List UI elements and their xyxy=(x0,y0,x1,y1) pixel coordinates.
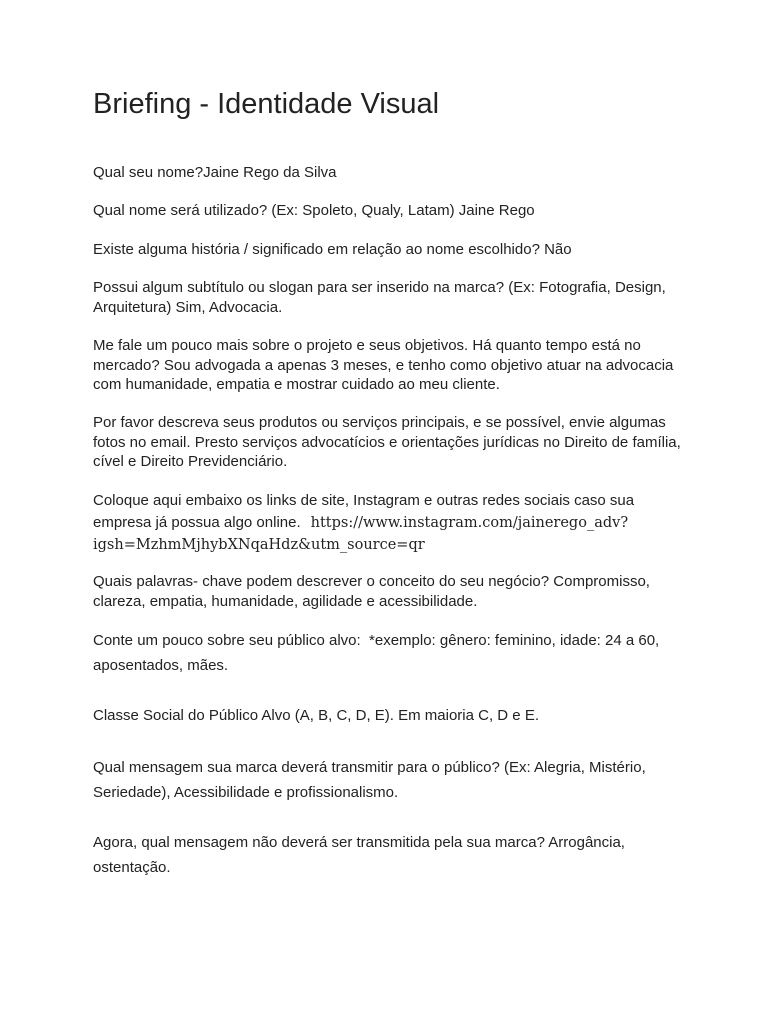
not-message-question: Agora, qual mensagem não deverá ser transmitida pela sua marca? xyxy=(93,834,545,851)
used-name-question: Qual nome será utilizado? (Ex: Spoleto, Qualy, Latam) xyxy=(93,202,455,219)
audience-question: Conte um pouco sobre seu público alvo: xyxy=(93,632,361,649)
instagram-link-part-2[interactable]: igsh=MzhmMjhybXNqaHdz&utm_source=qr xyxy=(93,537,425,553)
name-paragraph xyxy=(93,163,683,183)
audience-paragraph xyxy=(93,628,683,678)
keywords-question: Quais palavras- chave podem descrever o conceito do seu negócio? xyxy=(93,573,550,590)
message-answer: Acessibilidade e profissionalismo. xyxy=(173,784,399,801)
keywords-answer: Compromisso, clareza, empatia, humanidade, agilidade e acessibilidade. xyxy=(93,573,650,610)
social-class-question: Classe Social do Público Alvo (A, B, C, D, E). xyxy=(93,707,394,724)
products-paragraph xyxy=(93,413,683,472)
not-message-answer: Arrogância, ostentação. xyxy=(93,834,625,876)
slogan-paragraph xyxy=(93,278,683,317)
instagram-link-part-1[interactable]: https://www.instagram.com/jainerego_adv? xyxy=(310,514,629,531)
message-paragraph xyxy=(93,755,683,805)
history-paragraph xyxy=(93,240,683,260)
message-question: Qual mensagem sua marca deverá transmitir para o público? (Ex: Alegria, Mistério, Seriedade), xyxy=(93,759,646,801)
used-name-paragraph xyxy=(93,201,683,221)
project-answer: Sou advogada a apenas 3 meses, e tenho como objetivo atuar na advocacia com humanidade, empatia e mostrar cuidado ao meu cliente. xyxy=(93,356,674,393)
social-class-answer: Em maioria C, D e E. xyxy=(398,707,539,724)
project-paragraph xyxy=(93,336,683,395)
document-title: Briefing - Identidade Visual xyxy=(93,88,440,120)
audience-answer: *exemplo: gênero: feminino, idade: 24 a 60, aposentados, mães. xyxy=(93,632,660,674)
used-name-answer: Jaine Rego xyxy=(458,202,535,219)
name-answer: Jaine Rego da Silva xyxy=(203,164,337,181)
slogan-question: Possui algum subtítulo ou slogan para ser inserido na marca? (Ex: Fotografia, Design, Arquitetura) xyxy=(93,279,666,316)
slogan-answer: Sim, Advocacia. xyxy=(175,298,283,316)
project-question: Me fale um pouco mais sobre o projeto e seus objetivos. Há quanto tempo está no mercado? xyxy=(93,337,641,374)
not-message-paragraph xyxy=(93,830,683,880)
products-answer: Presto serviços advocatícios e orientações jurídicas no Direito de família, cível e Direito Previdenciário. xyxy=(93,433,681,470)
links-question: Coloque aqui embaixo os links de site, Instagram e outras redes sociais caso sua empresa já possua algo online. xyxy=(93,492,635,531)
links-paragraph xyxy=(93,490,683,557)
name-question: Qual seu nome? xyxy=(93,164,204,181)
keywords-paragraph xyxy=(93,572,683,611)
history-answer: Não xyxy=(544,241,572,258)
products-question: Por favor descreva seus produtos ou serviços principais, e se possível, envie algumas fotos no email. xyxy=(93,414,666,451)
social-class-paragraph xyxy=(93,706,683,726)
history-question: Existe alguma história / significado em relação ao nome escolhido? xyxy=(93,241,540,258)
